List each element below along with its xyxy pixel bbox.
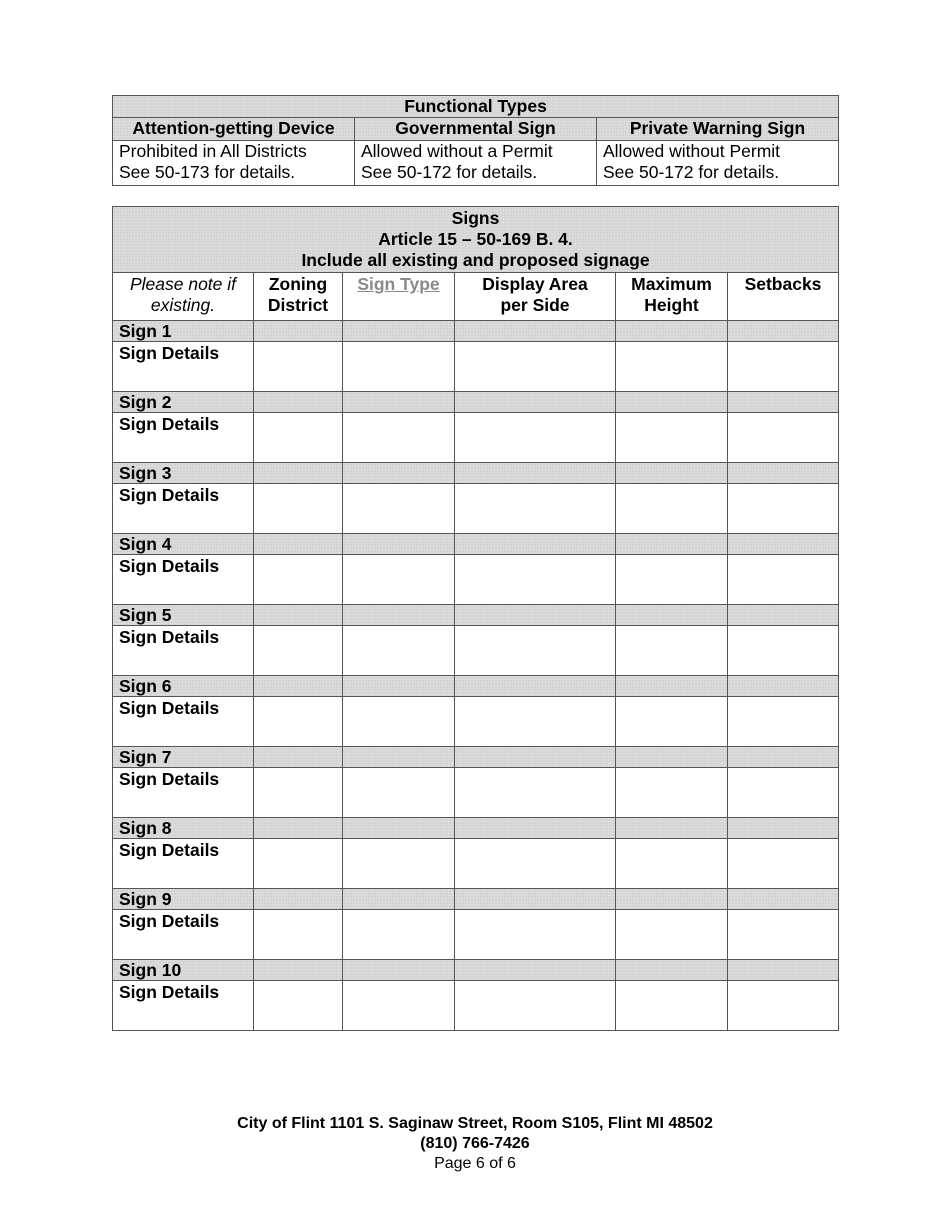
display-area-field[interactable] xyxy=(455,484,616,534)
sign-label: Sign 7 xyxy=(113,747,254,768)
sign-type-link[interactable]: Sign Type xyxy=(357,274,440,294)
note-existing-line1: Please note if xyxy=(129,274,237,294)
sign-type-field[interactable] xyxy=(343,484,455,534)
display-area-field[interactable] xyxy=(455,768,616,818)
sign-header-cell xyxy=(728,321,839,342)
sign-rows xyxy=(113,321,839,1031)
sign-details-row xyxy=(113,981,839,1031)
sign-row xyxy=(113,321,839,342)
sign-type-field[interactable] xyxy=(343,413,455,463)
setbacks-field[interactable] xyxy=(728,342,839,392)
note-existing-header xyxy=(113,273,254,321)
sign-header-cell xyxy=(254,534,343,555)
display-area-field[interactable] xyxy=(455,413,616,463)
display-area-field[interactable] xyxy=(455,555,616,605)
sign-header-cell xyxy=(616,747,728,768)
sign-header-cell xyxy=(343,747,455,768)
zoning-district-header xyxy=(254,273,343,321)
sign-type-field[interactable] xyxy=(343,697,455,747)
sign-header-cell xyxy=(254,889,343,910)
governmental-sign-cell xyxy=(355,141,597,186)
sign-row xyxy=(113,676,839,697)
sign-header-cell xyxy=(455,960,616,981)
setbacks-field[interactable] xyxy=(728,981,839,1031)
sign-header-cell xyxy=(254,747,343,768)
footer-phone: (810) 766-7426 xyxy=(420,1135,530,1152)
sign-details-row xyxy=(113,413,839,463)
sign-header-cell xyxy=(343,321,455,342)
sign-header-cell xyxy=(616,534,728,555)
setbacks-field[interactable] xyxy=(728,839,839,889)
setbacks-field[interactable] xyxy=(728,484,839,534)
zoning-district-field[interactable] xyxy=(254,910,343,960)
sign-header-cell xyxy=(343,392,455,413)
sign-details-label: Sign Details xyxy=(113,484,254,534)
display-area-header xyxy=(455,273,616,321)
maximum-height-field[interactable] xyxy=(616,413,728,463)
sign-row xyxy=(113,889,839,910)
maximum-height-field[interactable] xyxy=(616,981,728,1031)
display-area-field[interactable] xyxy=(455,981,616,1031)
sign-details-row xyxy=(113,768,839,818)
sign-row xyxy=(113,960,839,981)
zoning-district-field[interactable] xyxy=(254,555,343,605)
sign-header-cell xyxy=(728,889,839,910)
sign-header-cell xyxy=(343,605,455,626)
sign-header-cell xyxy=(254,960,343,981)
sign-details-label: Sign Details xyxy=(113,839,254,889)
attention-device-ref: See 50-173 for details. xyxy=(119,162,296,182)
zoning-line2: District xyxy=(267,295,329,315)
sign-header-cell xyxy=(455,463,616,484)
sign-header-cell xyxy=(343,960,455,981)
page-number: Page 6 of 6 xyxy=(434,1155,516,1172)
sign-details-label: Sign Details xyxy=(113,768,254,818)
setbacks-field[interactable] xyxy=(728,910,839,960)
sign-details-label: Sign Details xyxy=(113,413,254,463)
sign-header-cell xyxy=(616,960,728,981)
zoning-district-field[interactable] xyxy=(254,981,343,1031)
maximum-height-field[interactable] xyxy=(616,910,728,960)
sign-header-cell xyxy=(616,676,728,697)
sign-label: Sign 4 xyxy=(113,534,254,555)
maximum-height-field[interactable] xyxy=(616,626,728,676)
sign-header-cell xyxy=(343,818,455,839)
zoning-district-field[interactable] xyxy=(254,768,343,818)
sign-details-label: Sign Details xyxy=(113,626,254,676)
governmental-sign-ref: See 50-172 for details. xyxy=(361,162,538,182)
sign-row xyxy=(113,747,839,768)
sign-details-row xyxy=(113,555,839,605)
sign-header-cell xyxy=(616,889,728,910)
sign-type-field[interactable] xyxy=(343,768,455,818)
display-area-field[interactable] xyxy=(455,342,616,392)
sign-type-field[interactable] xyxy=(343,555,455,605)
sign-header-cell xyxy=(254,321,343,342)
sign-header-cell xyxy=(455,818,616,839)
sign-details-row xyxy=(113,839,839,889)
sign-header-cell xyxy=(343,534,455,555)
sign-details-row xyxy=(113,697,839,747)
maximum-height-field[interactable] xyxy=(616,697,728,747)
sign-header-cell xyxy=(455,747,616,768)
sign-header-cell xyxy=(616,321,728,342)
sign-row xyxy=(113,818,839,839)
display-area-field[interactable] xyxy=(455,697,616,747)
sign-details-label: Sign Details xyxy=(113,697,254,747)
sign-header-cell xyxy=(728,818,839,839)
signs-title xyxy=(113,207,839,273)
sign-type-field[interactable] xyxy=(343,626,455,676)
sign-header-cell xyxy=(728,534,839,555)
sign-type-field[interactable] xyxy=(343,839,455,889)
attention-device-cell xyxy=(113,141,355,186)
setbacks-header: Setbacks xyxy=(728,273,839,321)
governmental-sign-header: Governmental Sign xyxy=(355,118,597,141)
setbacks-field[interactable] xyxy=(728,413,839,463)
sign-details-row xyxy=(113,626,839,676)
sign-header-cell xyxy=(455,534,616,555)
maximum-height-line1: Maximum xyxy=(631,274,712,294)
sign-label: Sign 5 xyxy=(113,605,254,626)
functional-types-title: Functional Types xyxy=(113,96,839,118)
setbacks-field[interactable] xyxy=(728,626,839,676)
sign-header-cell xyxy=(455,605,616,626)
sign-header-cell xyxy=(728,463,839,484)
display-area-line2: per Side xyxy=(500,295,570,315)
maximum-height-header xyxy=(616,273,728,321)
display-area-field[interactable] xyxy=(455,626,616,676)
sign-row xyxy=(113,605,839,626)
zoning-district-field[interactable] xyxy=(254,413,343,463)
sign-label: Sign 1 xyxy=(113,321,254,342)
sign-row xyxy=(113,392,839,413)
maximum-height-field[interactable] xyxy=(616,768,728,818)
sign-details-label: Sign Details xyxy=(113,910,254,960)
zoning-district-field[interactable] xyxy=(254,839,343,889)
sign-label: Sign 8 xyxy=(113,818,254,839)
sign-type-field[interactable] xyxy=(343,342,455,392)
setbacks-field[interactable] xyxy=(728,768,839,818)
attention-device-rule: Prohibited in All Districts xyxy=(119,141,307,161)
attention-device-header: Attention-getting Device xyxy=(113,118,355,141)
setbacks-field[interactable] xyxy=(728,697,839,747)
sign-header-cell xyxy=(616,818,728,839)
governmental-sign-rule: Allowed without a Permit xyxy=(361,141,553,161)
signs-title-main: Signs xyxy=(451,208,500,228)
sign-label: Sign 10 xyxy=(113,960,254,981)
footer-address: City of Flint 1101 S. Saginaw Street, Room S105, Flint MI 48502 xyxy=(237,1115,713,1132)
maximum-height-field[interactable] xyxy=(616,342,728,392)
private-warning-cell xyxy=(597,141,839,186)
sign-details-row xyxy=(113,910,839,960)
sign-header-cell xyxy=(455,889,616,910)
sign-header-cell xyxy=(728,747,839,768)
maximum-height-line2: Height xyxy=(644,295,699,315)
sign-details-label: Sign Details xyxy=(113,342,254,392)
private-warning-ref: See 50-172 for details. xyxy=(603,162,780,182)
page-footer xyxy=(0,1114,950,1174)
sign-header-cell xyxy=(616,463,728,484)
functional-types-table xyxy=(112,95,839,186)
sign-details-row xyxy=(113,484,839,534)
sign-label: Sign 6 xyxy=(113,676,254,697)
setbacks-field[interactable] xyxy=(728,555,839,605)
sign-header-cell xyxy=(616,605,728,626)
sign-label: Sign 2 xyxy=(113,392,254,413)
signs-table xyxy=(112,206,839,1031)
zoning-district-field[interactable] xyxy=(254,626,343,676)
zoning-district-field[interactable] xyxy=(254,484,343,534)
maximum-height-field[interactable] xyxy=(616,484,728,534)
sign-type-field[interactable] xyxy=(343,981,455,1031)
sign-type-header xyxy=(343,273,455,321)
maximum-height-field[interactable] xyxy=(616,839,728,889)
sign-header-cell xyxy=(254,605,343,626)
sign-header-cell xyxy=(728,392,839,413)
sign-header-cell xyxy=(455,392,616,413)
sign-header-cell xyxy=(455,676,616,697)
private-warning-rule: Allowed without Permit xyxy=(603,141,781,161)
private-warning-header: Private Warning Sign xyxy=(597,118,839,141)
sign-header-cell xyxy=(343,676,455,697)
sign-details-row xyxy=(113,342,839,392)
sign-header-cell xyxy=(343,463,455,484)
sign-header-cell xyxy=(455,321,616,342)
sign-details-label: Sign Details xyxy=(113,555,254,605)
sign-header-cell xyxy=(616,392,728,413)
sign-row xyxy=(113,534,839,555)
zoning-district-field[interactable] xyxy=(254,342,343,392)
note-existing-line2: existing. xyxy=(150,295,216,315)
sign-type-field[interactable] xyxy=(343,910,455,960)
display-area-line1: Display Area xyxy=(482,274,588,294)
zoning-line1: Zoning xyxy=(268,274,328,294)
maximum-height-field[interactable] xyxy=(616,555,728,605)
signs-article-ref: Article 15 – 50-169 B. 4. xyxy=(378,229,573,249)
sign-details-label: Sign Details xyxy=(113,981,254,1031)
sign-label: Sign 3 xyxy=(113,463,254,484)
sign-label: Sign 9 xyxy=(113,889,254,910)
sign-header-cell xyxy=(254,392,343,413)
display-area-field[interactable] xyxy=(455,910,616,960)
sign-header-cell xyxy=(254,676,343,697)
zoning-district-field[interactable] xyxy=(254,697,343,747)
sign-header-cell xyxy=(728,605,839,626)
signs-instruction: Include all existing and proposed signage xyxy=(301,250,650,270)
sign-header-cell xyxy=(254,818,343,839)
sign-header-cell xyxy=(728,676,839,697)
sign-row xyxy=(113,463,839,484)
display-area-field[interactable] xyxy=(455,839,616,889)
sign-header-cell xyxy=(728,960,839,981)
sign-header-cell xyxy=(343,889,455,910)
sign-header-cell xyxy=(254,463,343,484)
